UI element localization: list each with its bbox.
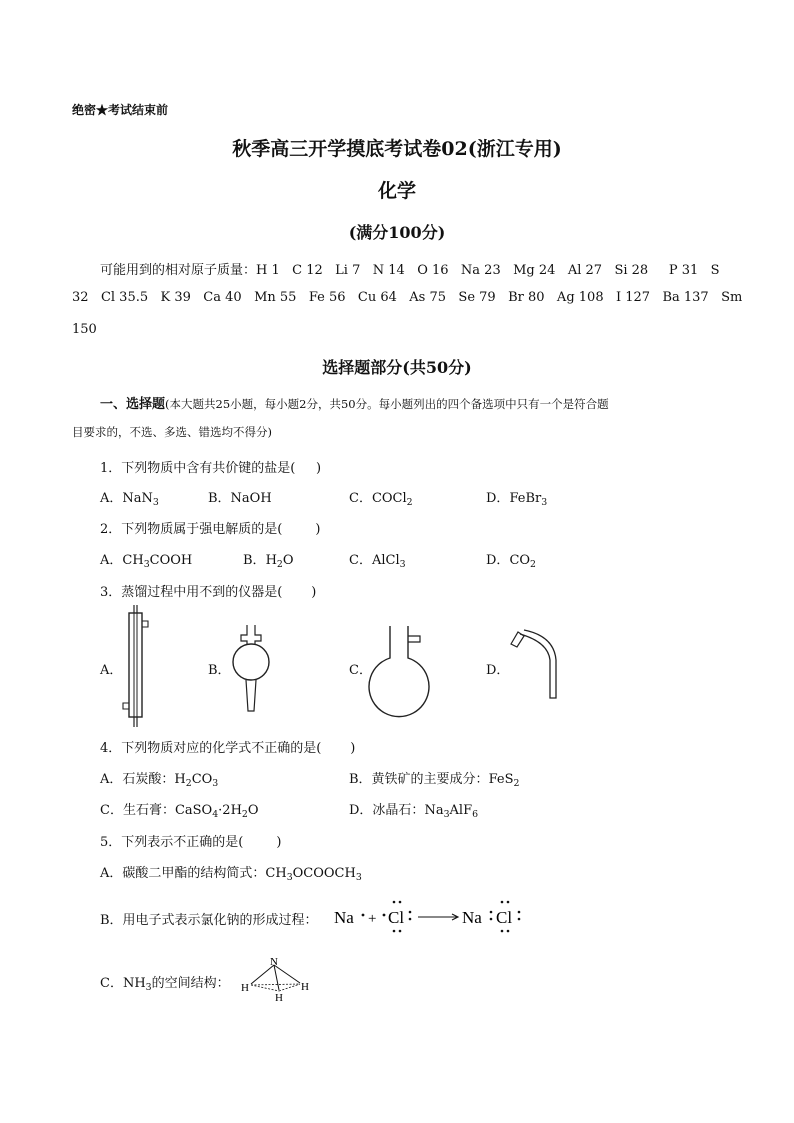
nh3-structure-diagram bbox=[238, 954, 310, 1004]
q1-stem: 1．下列物质中含有共价键的盐是( ) bbox=[100, 461, 322, 476]
q5-option-c[interactable]: C．$NH_3$的空间结构： bbox=[100, 976, 230, 993]
atomic-mass-line-2: 32 Cl 35.5 K 39 Ca 40 Mn 55 Fe 56 Cu 64 As 75 Se 79 Br 80 Ag 108 I 127 Ba 137 Sm bbox=[72, 290, 743, 305]
eq-na: Na bbox=[334, 908, 354, 927]
atomic-mass-line-1: 可能用到的相对原子质量：H 1 C 12 Li 7 N 14 O 16 Na 23 Mg 24 Al 27 Si 28 P 31 S bbox=[100, 263, 720, 278]
q4-option-b[interactable]: B．黄铁矿的主要成分：FeS$_2$ bbox=[349, 772, 520, 789]
q3-option-a[interactable]: A． bbox=[100, 663, 123, 678]
q2-option-b[interactable]: B．$H_2O$ bbox=[243, 553, 294, 570]
section-title: 选择题部分(共50分) bbox=[322, 358, 472, 377]
nacl-electron-formula bbox=[330, 896, 530, 938]
exam-title: 秋季高三开学摸底考试卷02(浙江专用) bbox=[232, 138, 562, 160]
eq-cl: Cl bbox=[388, 908, 405, 927]
q3-option-d[interactable]: D． bbox=[486, 663, 510, 678]
q1-option-a[interactable]: A．NaN$_3$ bbox=[100, 491, 159, 508]
bent-adapter-icon bbox=[508, 630, 558, 700]
q3-option-c[interactable]: C． bbox=[349, 663, 372, 678]
q4-stem: 4．下列物质对应的化学式不正确的是( ) bbox=[100, 741, 356, 756]
secret-label: 绝密★考试结束前 bbox=[72, 103, 169, 117]
eq-cl-product: Cl bbox=[496, 908, 513, 927]
q2-stem: 2．下列物质属于强电解质的是( ) bbox=[100, 522, 321, 537]
q3-stem: 3．蒸馏过程中用不到的仪器是( ) bbox=[100, 585, 317, 600]
section-instructions bbox=[100, 393, 609, 412]
q2-option-a[interactable]: A．$CH_3COOH$ bbox=[100, 553, 193, 570]
instructions-part-1: (本大题共25小题，每小题2分，共50分。每小题列出的四个备选项中只有一个是符合题 bbox=[165, 397, 609, 411]
full-score: (满分100分) bbox=[348, 223, 446, 242]
nh3-n: N bbox=[270, 956, 278, 968]
q5-option-b[interactable]: B．用电子式表示氯化钠的形成过程： bbox=[100, 913, 318, 928]
nh3-h-left: H bbox=[241, 982, 249, 994]
eq-na-product: Na bbox=[462, 908, 482, 927]
eq-plus: + bbox=[368, 911, 377, 927]
separatory-funnel-icon bbox=[228, 625, 274, 715]
q5-option-a[interactable]: A．碳酸二甲酯的结构简式：$CH_3OCOOCH_3$ bbox=[100, 866, 362, 883]
instructions-part-2: 目要求的，不选、多选、错选均不得分) bbox=[72, 425, 272, 439]
atomic-mass-line-3: 150 bbox=[72, 322, 97, 337]
distillation-flask-icon bbox=[368, 626, 432, 708]
nh3-h-right: H bbox=[301, 981, 309, 993]
subject-title: 化学 bbox=[377, 180, 416, 202]
q5-stem: 5．下列表示不正确的是( ) bbox=[100, 835, 282, 850]
q4-option-d[interactable]: D．冰晶石：$Na_3AlF_6$ bbox=[349, 803, 479, 820]
section-heading: 一、选择题 bbox=[100, 397, 166, 412]
q4-option-a[interactable]: A．石炭酸：$H_2CO_3$ bbox=[100, 772, 219, 789]
q1-option-d[interactable]: D．FeBr$_3$ bbox=[486, 491, 548, 508]
q3-option-b[interactable]: B． bbox=[208, 663, 231, 678]
q2-option-c[interactable]: C．AlCl$_3$ bbox=[349, 553, 406, 570]
q1-option-b[interactable]: B．NaOH bbox=[208, 491, 272, 506]
q2-option-d[interactable]: D．$CO_2$ bbox=[486, 553, 536, 570]
q4-option-c[interactable]: C．生石膏：$CaSO_4\cdot 2H_2O$ bbox=[100, 803, 259, 820]
condenser-icon bbox=[118, 605, 154, 730]
nh3-h-bottom: H bbox=[275, 992, 283, 1004]
q1-option-c[interactable]: C．COCl$_2$ bbox=[349, 491, 413, 508]
